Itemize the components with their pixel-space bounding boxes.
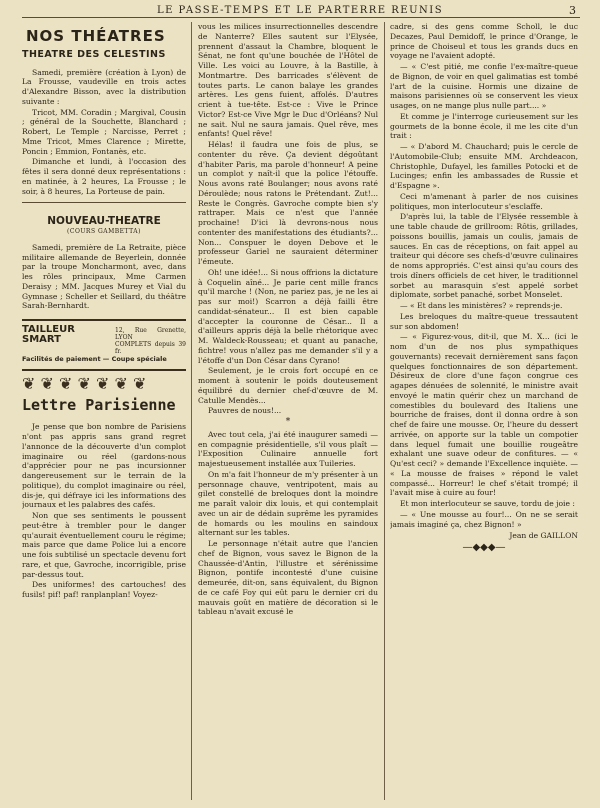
article-paragraph: — « C'est pitié, me confie l'ex-maître-queue de Bignon, de voir en quel galimatias est tombé l'art de la cuisine. Hormis une dizaine de maisons parisiennes où se conservent les vieux usages, on ne mange plus nulle part.... »: [390, 62, 578, 110]
divider: [22, 202, 186, 203]
section-title: NOS THÉATRES: [26, 27, 166, 45]
signature: Jean de GAILLON: [509, 531, 578, 541]
ad-complets: COMPLETS depuis 39 fr.: [115, 341, 186, 355]
nouveau-title: NOUVEAU-THEATRE: [47, 215, 161, 228]
page-number: 3: [569, 4, 576, 17]
celestins-paragraph: Dimanche et lundi, à l'occasion des fêtes il sera donné deux représentations : en matinée, à 2 heures, La Frousse ; le soir, à 8 heures, La Porteuse de pain.: [22, 157, 186, 196]
lettre-paragraph: Des uniformes! des cartouches! des fusils! pif! paf! ranplanplan! Voyez-: [22, 580, 186, 599]
column-3: [390, 22, 578, 804]
article-paragraph: Oh! une idée!... Si nous offrions la dictature à Coquelin aîné... Je parie cent mille francs qu'il marche ! (Non, ne pariez pas, je ne les ai pas sur moi!) Scarron a déjà failli être candidat-sénateur... Il est bien capable d'accepter la couronne de César... Il a d'ailleurs appris déjà la belle rhétorique avec M. Waldeck-Rousseau; et quant au panache, fichtre! vous n'allez pas me demander s'il y a l'étoffe d'un Don César dans Cyrano!: [198, 267, 378, 365]
article-paragraph: Le personnage n'était autre que l'ancien chef de Bignon, vous savez le Bignon de la Chaussée-d'Antin, l'illustre et sérénissime Bignon, pontife incontesté d'une cuisine demeurée, dit-on, sans équivalent, du Bignon de ce café Foy qui eût paru le dernier cri du mauvais goût en matière de décoration si le tableau n'avait excusé le: [198, 539, 378, 617]
celestins-paragraph: Samedi, première (création à Lyon) de La Frousse, vaudeville en trois actes d'Alexandre Bisson, avec la distribution suivante :: [22, 67, 186, 106]
article-paragraph: Et comme je l'interroge curieusement sur les gourmets de la bonne école, il me les cite d'un trait :: [390, 111, 578, 141]
article-paragraph: D'après lui, la table de l'Elysée ressemble à une table chaude de grillroom: Rôtis, grillades, poissons bouillis, jamais un coulis, jamais de sauces. En cas de réceptions, on fait appel au traiteur qui décore ses chefs-d'œuvre culinaires de noms appropriés. C'est ainsi qu'au cours des trois dîners officiels de cet hiver, le traditionnel sorbet au marasquin s'est appelé sorbet diplomate, sorbet panaché, sorbet Monselet.: [390, 212, 578, 300]
ad-name: TAILLEUR SMART: [22, 324, 75, 345]
lettre-paragraph: Je pense que bon nombre de Parisiens n'ont pas appris sans grand regret l'annonce de la découverte d'un complot imaginaire ou réel (gardons-nous d'apprécier pour ne pas incursionner dangereusement sur le terrain de la politique), du complot imaginaire ou réel, dis-je, qui défraye ici les informations des journaux et les palabres des cafés.: [22, 422, 186, 510]
celestins-paragraph: Tricot, MM. Coradin ; Margival, Cousin ; général de la Souchette, Blanchard ; Robert, Le Temple ; Narcisse, Perret ; Mme Tricot, Mmes Clarence ; Mirette, Poncin ; Emmion, Fontanès, etc.: [22, 107, 186, 156]
column-divider-1: [191, 22, 192, 800]
article-paragraph: Avec tout cela, j'ai été inaugurer samedi — en compagnie présidentielle, s'il vous plaît — l'Exposition Culinaire annuelle fort majestueusement installée aux Tuileries.: [198, 429, 378, 468]
article-paragraph: vous les milices insurrectionnelles descendre de Nanterre? Elles sautent sur l'Elysée, prennent d'assaut la Chambre, bloquent le Sénat, ne font qu'une bouchée de l'Hôtel de Ville. Les voici au Louvre, à la Bastille, à Montmartre. Des barricades s'élèvent de toutes parts. Le canon balaye les grandes artères. Les gens fuient, affolés. D'autres crient à tue-tête. Est-ce : Vive le Prince Victor? Est-ce Vive Mgr le Duc d'Orléans? Nul ne sait. Nul ne saura jamais. Quel rêve, mes enfants! Quel rêve!: [198, 22, 378, 139]
nouveau-paragraph: Samedi, première de La Retraite, pièce militaire allemande de Beyerlein, donnée par la troupe Moncharmont, avec, dans les rôles principaux, Mme Carmen Deraisy ; MM. Jacques Murey et Vial du Gymnase ; Scheller et Seillard, du théâtre Sarah-Bernhardt.: [22, 242, 186, 311]
article-paragraph: Ceci m'amenant à parler de nos cuisines politiques, mon interlocuteur s'esclaffe.: [390, 191, 578, 211]
article-paragraph: On m'a fait l'honneur de m'y présenter à un personnage chauve, ventripotent, mais au gilet constellé de breloques dont la moindre me paraît valoir dix louis, et qui contemplait avec un air de dédain suprême les pyramides de homards ou les moulins en saindoux alternant sur les tables.: [198, 469, 378, 538]
tailleur-ad: [22, 319, 186, 371]
column-1: [22, 22, 186, 804]
column-2: [198, 22, 378, 804]
running-header: LE PASSE-TEMPS ET LE PARTERRE REUNIS: [156, 5, 444, 16]
column-divider-2: [384, 22, 385, 800]
article-paragraph: — « Figurez-vous, dit-il, que M. X... (ici le nom d'un de nos plus sympathiques gouvernants) recevait dernièrement sans façon quelques fonctionnaires de son département. Désireux de clore d'une façon congrue ces agapes dénuées de solennité, le ministre avait envoyé le matin quérir chez un marchand de comestibles du boulevard des Italiens une bourriche de fraises, dont il donna ordre à son chef de faire une mousse. Or, l'heure du dessert arrivée, on apporte sur la table un compotier dans lequel fumait une bouillie rougeâtre exhalant une suave odeur de confitures. — « Qu'est ceci? » demande l'Excellence inquiète. — « La mousse de fraises » répond le valet compassé... Horreur! le chef s'était trompé; il l'avait mise à cuire au four!: [390, 332, 578, 498]
lettre-title: Lettre Parisienne: [22, 395, 176, 414]
article-paragraph: — « Une mousse au four!... On ne se serait jamais imaginé ça, chez Bignon! »: [390, 509, 578, 529]
article-paragraph: — « D'abord M. Chauchard; puis le cercle de l'Automobile-Club; ensuite MM. Archdeacon, Christophle, Dufayel, les familles Potocki et de Lucinges; enfin les ambassades de Russie et d'Espagne ».: [390, 142, 578, 190]
article-paragraph: Pauvres de nous!...: [208, 406, 282, 416]
celestins-title: THEATRE DES CELESTINS: [22, 48, 166, 60]
ad-address: 12, Rue Grenette, LYON: [115, 327, 186, 341]
article-paragraph: — « Et dans les ministères? » reprends-je.: [400, 301, 563, 310]
lettre-paragraph: Non que ses sentiments le poussent peut-être à trembler pour le danger qu'aurait éventuellement couru le régime; mais parce que dame Police lui a encore une fois subtilisé un spectacle devenu fort rare, et que, Gavroche, incorrigible, prise par-dessus tout.: [22, 511, 186, 579]
article-paragraph: Seulement, je le crois fort occupé en ce moment à soutenir le poids douteusement équilibré du dernier chef-d'œuvre de M. Catulle Mendès...: [198, 366, 378, 405]
section-asterisk: *: [285, 417, 291, 427]
article-paragraph: Hélas! il faudra une fois de plus, se contenter du rêve. Ça devient dégoûtant d'habiter Paris, ma parole d'honneur! A peine un complot y naît-il que la police l'étouffe. Nous avons raté Boulanger; nous avons raté Déroulède; nous ratons le Prétendant. Zut!... Reste le Congrès. Gavroche compte bien s'y rattraper. Mais ce n'est que l'année prochaine! D'ici là devrons-nous nous contenter des manifestations des étudiants?... Non... Conspuer le doyen Debove et le professeur Gariel ne sauraient déterminer l'émeute.: [198, 140, 378, 266]
article-paragraph: Les breloques du maître-queue tressautent sur son abdomen!: [390, 311, 578, 331]
end-ornament: —◆◆◆—: [462, 542, 506, 553]
article-paragraph: cadre, si des gens comme Scholl, le duc Decazes, Paul Demidoff, le prince d'Orange, le prince de Choiseul et tous les grands ducs en voyage ne l'avaient adopté.: [390, 22, 578, 61]
ornament-row: ❦ ❦ ❦ ❦ ❦ ❦ ❦: [22, 373, 147, 393]
header-rule: [22, 17, 580, 18]
nouveau-subtitle: (COURS GAMBETTA): [67, 228, 141, 235]
article-paragraph: Et mon interlocuteur se sauve, tordu de joie :: [400, 499, 575, 508]
ad-footer: Facilités de paiement — Coupe spéciale: [22, 355, 167, 363]
